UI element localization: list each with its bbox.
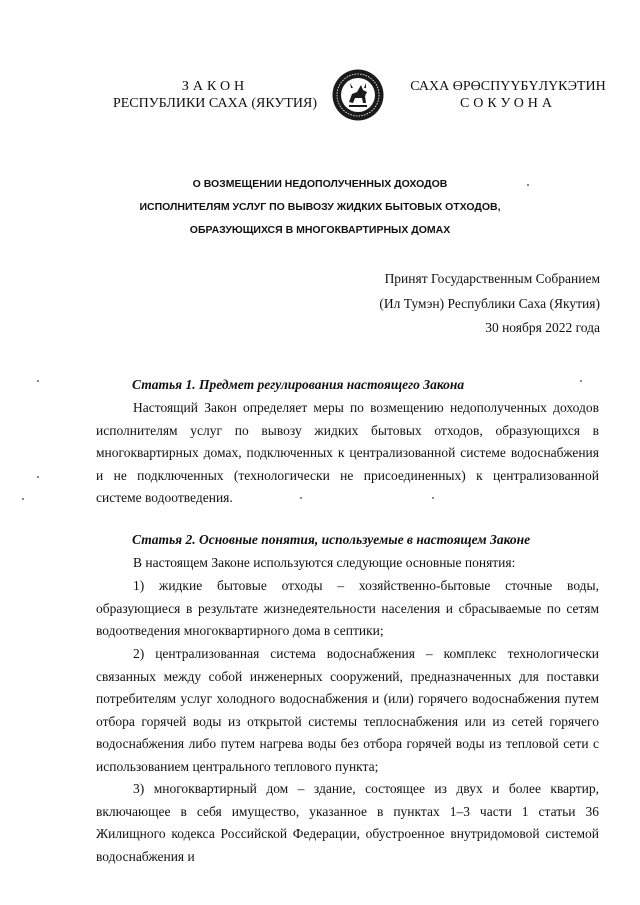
adoption-date: 30 ноября 2022 года <box>485 320 600 335</box>
header-left-line1: ЗАКОН <box>181 79 249 94</box>
coat-of-arms-emblem-icon <box>331 68 385 122</box>
scan-speck <box>37 380 39 382</box>
scan-speck <box>300 497 302 499</box>
article2-item3: 3) многоквартирный дом – здание, состоящее из двух и более квартир, включающее в себя имущество, указанное в пунктах 1–3 части 1 статьи 36 Жилищного кодекса Российской Федерации, обустроенное внутридомовой системой водоснабжения и <box>96 781 599 864</box>
adoption-line1: Принят Государственным Собранием <box>384 271 600 286</box>
header-left <box>100 78 330 112</box>
article1-heading: Статья 1. Предмет регулирования настоящего Закона <box>132 377 465 392</box>
document-title-line1: О ВОЗМЕЩЕНИИ НЕДОПОЛУЧЕННЫХ ДОХОДОВ <box>192 178 448 190</box>
adoption-note <box>300 267 600 341</box>
article2-item1: 1) жидкие бытовые отходы – хозяйственно-бытовые сточные воды, образующиеся в результате жизнедеятельности населения и сбрасываемые по сетям водоотведения многоквартирного дома в септики; <box>96 578 599 639</box>
document-title-line2: ИСПОЛНИТЕЛЯМ УСЛУГ ПО ВЫВОЗУ ЖИДКИХ БЫТОВЫХ ОТХОДОВ, <box>139 201 501 213</box>
scan-speck <box>22 498 24 500</box>
article2-item2: 2) централизованная система водоснабжения – комплекс технологически связанных между собой инженерных сооружений, предназначенных для поставки потребителям услуг холодного водоснабжения и (или) горячего водоснабжения путем отбора горячей воды из открытой системы теплоснабжения или из сетей горячего водоснабжения либо путем нагрева воды без отбора горячей воды из тепловой сети с использованием центрального теплового пункта; <box>96 646 599 774</box>
header-right-line2: СОКУОНА <box>459 96 557 111</box>
header-right <box>398 78 618 112</box>
scan-speck <box>580 380 582 382</box>
scan-speck <box>432 497 434 499</box>
article1-paragraph: Настоящий Закон определяет меры по возмещению недополученных доходов исполнителям услуг по вывозу жидких бытовых отходов, образующихся в многоквартирных домах, подключенных к централизованной системе водоснабжения и не подключенных (технологически не присоединенных) к централизованной системе водоотведения. <box>96 400 599 506</box>
scan-speck <box>37 476 39 478</box>
article2-heading: Статья 2. Основные понятия, используемые в настоящем Законе <box>132 532 531 547</box>
document-title-line3: ОБРАЗУЮЩИХСЯ В МНОГОКВАРТИРНЫХ ДОМАХ <box>189 224 451 236</box>
header-left-line2: РЕСПУБЛИКИ САХА (ЯКУТИЯ) <box>112 96 318 111</box>
scan-speck <box>527 184 529 186</box>
header-right-line1: САХА ӨРӨСПҮҮБҮЛҮКЭТИН <box>410 79 606 94</box>
adoption-line2: (Ил Тумэн) Республики Саха (Якутия) <box>379 295 600 311</box>
article2-intro: В настоящем Законе используются следующие основные понятия: <box>133 555 516 570</box>
